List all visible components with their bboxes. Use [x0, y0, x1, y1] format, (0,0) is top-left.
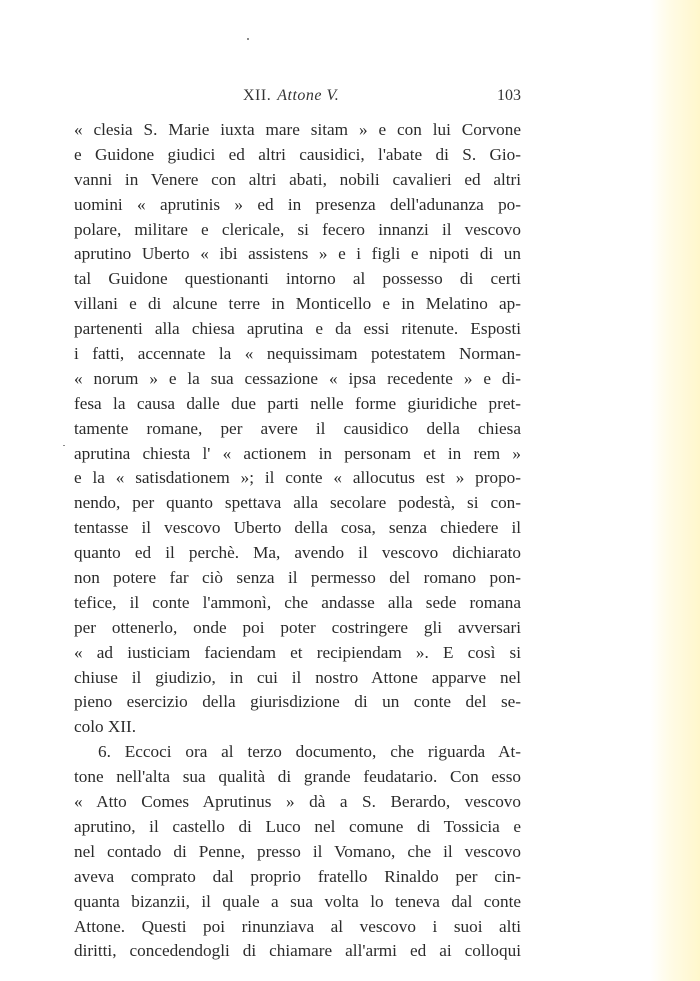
text-line: aprutina chiesta l' « actionem in personam et in rem » — [74, 443, 521, 463]
text-line: nendo, per quanto spettava alla secolare podestà, si con- — [74, 493, 521, 513]
text-line: diritti, concedendogli di chiamare all'armi ed ai colloqui — [74, 941, 521, 961]
text-line: vanni in Venere con altri abati, nobili cavalieri ed altri — [74, 169, 521, 189]
text-line: aprutino Uberto « ibi assistens » e i figli e nipoti di un — [74, 244, 521, 264]
text-line: fesa la causa dalle due parti nelle forme giuridiche pret- — [74, 393, 521, 413]
page-number: 103 — [497, 87, 521, 104]
scan-speck — [247, 38, 249, 40]
text-line: per ottenerlo, onde poi poter costringere gli avversari — [74, 617, 521, 637]
text-line: aprutino, il castello di Luco nel comune di Tossicia e — [74, 816, 521, 836]
text-line: i fatti, accennate la « nequissimam potestatem Norman- — [74, 344, 521, 364]
text-line: Attone. Questi poi rinunziava al vescovo i suoi alti — [74, 916, 521, 936]
paragraph-end-line: colo XII. — [74, 717, 137, 737]
text-line: tamente romane, per avere il causidico della chiesa — [74, 418, 521, 438]
text-line: « clesia S. Marie iuxta mare sitam » e con lui Corvone — [74, 120, 521, 139]
text-line: chiuse il giudizio, in cui il nostro Attone apparve nel — [74, 667, 521, 687]
text-line: non potere far ciò senza il permesso del romano pon- — [74, 568, 521, 588]
chapter-title: Attone V. — [277, 87, 340, 104]
text-line: tefice, il conte l'ammonì, che andasse alla sede romana — [74, 592, 521, 612]
chapter-number: XII. — [243, 87, 272, 104]
text-line: quanto ed il perchè. Ma, avendo il vescovo dichiarato — [74, 543, 521, 563]
text-line: quanta bizanzii, il quale a sua volta lo teneva dal conte — [74, 891, 521, 911]
text-line: tentasse il vescovo Uberto della cosa, senza chiedere il — [74, 518, 521, 538]
text-line: « norum » e la sua cessazione « ipsa recedente » e di- — [74, 368, 521, 388]
text-line: e la « satisdationem »; il conte « allocutus est » propo- — [74, 468, 521, 488]
paragraph-start-line: 6. Eccoci ora al terzo documento, che riguarda At- — [98, 742, 521, 762]
text-line: tal Guidone questionanti intorno al possesso di certi — [74, 269, 521, 289]
body-text — [74, 118, 521, 964]
text-line: e Guidone giudici ed altri causidici, l'abate di S. Gio- — [74, 144, 521, 164]
text-line: uomini « aprutinis » ed in presenza dell'adunanza po- — [74, 194, 521, 214]
text-line: polare, militare e clericale, si fecero innanzi il vescovo — [74, 219, 521, 239]
scan-speck — [63, 445, 65, 446]
text-line: partenenti alla chiesa aprutina e da essi ritenute. Esposti — [74, 319, 521, 339]
text-line: nel contado di Penne, presso il Vomano, che il vescovo — [74, 841, 521, 861]
text-line: villani e di alcune terre in Monticello e in Melatino ap- — [74, 294, 521, 314]
text-line: pieno esercizio della giurisdizione di un conte del se- — [74, 692, 521, 712]
running-head — [243, 87, 521, 109]
text-line: « Atto Comes Aprutinus » dà a S. Berardo, vescovo — [74, 792, 521, 812]
text-line: aveva comprato dal proprio fratello Rinaldo per cin- — [74, 866, 521, 886]
text-line: tone nell'alta sua qualità di grande feudatario. Con esso — [74, 767, 521, 787]
chapter-heading — [243, 87, 339, 105]
text-line: « ad iusticiam faciendam et recipiendam ». E così si — [74, 642, 521, 662]
